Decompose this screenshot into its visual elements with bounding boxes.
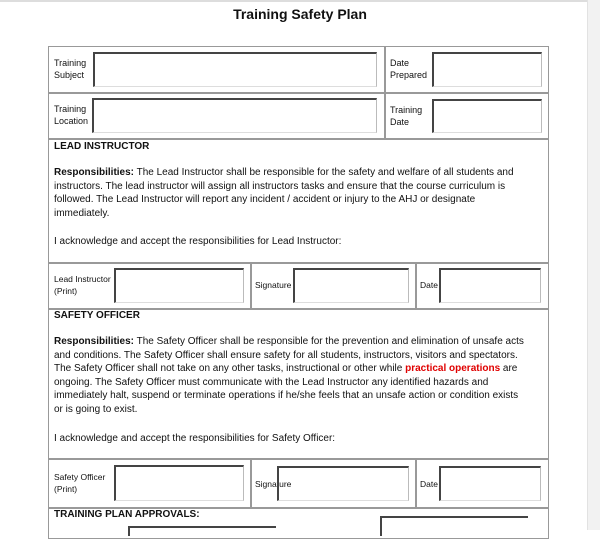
so-print-label: Safety Officer (Print) — [54, 472, 106, 494]
so-print-input[interactable] — [114, 465, 244, 501]
approval-input-2[interactable] — [380, 516, 528, 536]
lead-instructor-acknowledge: I acknowledge and accept the responsibilities for Lead Instructor: — [54, 236, 342, 247]
training-location-input[interactable] — [92, 98, 377, 133]
text-line: followed. The Lead Instructor will report any incident / accident or injury to the AHJ or designate — [54, 194, 476, 206]
text-line: immediately. — [54, 207, 110, 219]
text-line: ongoing. The Safety Officer must communicate with the Lead Instructor any identified hazards and — [54, 376, 489, 388]
text-line: The Lead Instructor shall be responsible for the safety and welfare of all students and — [134, 167, 514, 178]
text-line — [54, 362, 524, 376]
lead-signature-label: Signature — [255, 280, 292, 290]
text-line: immediately halt, suspend or terminate operations if he/she feels that an unsafe action or condition exists — [54, 390, 519, 402]
lead-instructor-heading: LEAD INSTRUCTOR — [54, 141, 150, 152]
scrollbar[interactable] — [587, 0, 600, 530]
date-prepared-input[interactable] — [432, 52, 542, 87]
training-subject-input[interactable] — [93, 52, 377, 87]
text-line: or is going to exist. — [54, 403, 138, 415]
safety-officer-heading: SAFETY OFFICER — [54, 310, 140, 321]
lead-instructor-responsibilities — [54, 166, 514, 220]
resp-label: Responsibilities: — [54, 167, 135, 178]
text-line: The Safety Officer shall be responsible for the prevention and elimination of unsafe acts — [134, 336, 524, 347]
text-segment: are — [500, 363, 518, 375]
so-signature-input[interactable] — [277, 466, 409, 501]
training-subject-label: Training Subject — [54, 58, 87, 80]
lead-date-label: Date — [420, 280, 438, 290]
lead-print-label: Lead Instructor (Print) — [54, 274, 111, 296]
text-line: instructors. The lead instructor will assign all instructors tasks and ensure that the course curriculum is — [54, 180, 506, 192]
training-date-label: Training Date — [390, 105, 423, 127]
top-divider — [0, 0, 600, 2]
lead-signature-input[interactable] — [293, 268, 409, 303]
lead-print-input[interactable] — [114, 268, 244, 303]
safety-officer-acknowledge: I acknowledge and accept the responsibilities for Safety Officer: — [54, 433, 336, 444]
highlight-text: practical operations — [405, 363, 501, 375]
so-date-input[interactable] — [439, 466, 541, 501]
safety-officer-responsibilities — [54, 335, 524, 417]
lead-date-input[interactable] — [439, 268, 541, 303]
training-location-label: Training Location — [54, 104, 89, 126]
resp-label: Responsibilities: — [54, 336, 135, 347]
page-title: Training Safety Plan — [233, 6, 367, 22]
so-date-label: Date — [420, 479, 438, 489]
training-date-input[interactable] — [432, 99, 542, 133]
date-prepared-label: Date Prepared — [390, 58, 428, 80]
approval-input-1[interactable] — [128, 526, 276, 536]
so-signature-label: Signature — [255, 479, 292, 489]
text-line: and conditions. The Safety Officer shall ensure safety for all students, instructors, visitors and spectators. — [54, 349, 518, 361]
text-segment: The Safety Officer shall not take on any other tasks, instructional or other while — [54, 363, 406, 375]
approvals-heading: TRAINING PLAN APPROVALS: — [54, 509, 200, 520]
